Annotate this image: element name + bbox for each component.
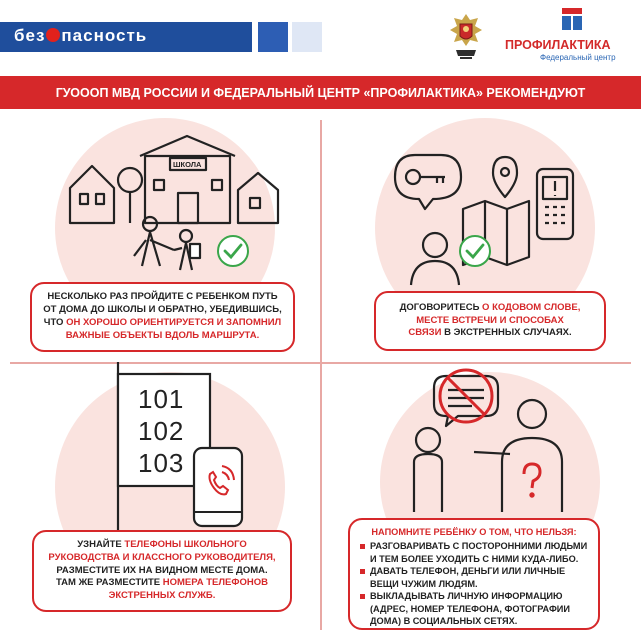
panel1-card — [30, 282, 295, 352]
no-talk-icon — [390, 362, 590, 522]
org-subtitle: Федеральный центр — [540, 53, 616, 62]
list-item: РАЗГОВАРИВАТЬ С ПОСТОРОННИМИ ЛЮДЬМИ И ТЕМ БОЛЕЕ УХОДИТЬ С НИМИ КУДА-ЛИБО. — [360, 540, 588, 565]
check-icon — [216, 234, 250, 268]
divider-vertical — [320, 120, 322, 630]
panel3-line: УЗНАЙТЕ ТЕЛЕФОНЫ ШКОЛЬНОГО — [77, 538, 247, 550]
panel2-card — [374, 291, 606, 351]
brand-bar — [0, 22, 252, 52]
brand-wordmark: без пасность — [14, 26, 148, 45]
emblem-icon — [448, 12, 484, 64]
panel1-line: НЕСКОЛЬКО РАЗ ПРОЙДИТЕ С РЕБЕНКОМ ПУТЬ — [47, 291, 278, 303]
list-item: ВЫКЛАДЫВАТЬ ЛИЧНУЮ ИНФОРМАЦИЮ (АДРЕС, НОМЕР ТЕЛЕФОНА, ФОТОГРАФИИ ДОМА) В СОЦИАЛЬНЫХ СЕТЯХ. — [360, 590, 588, 627]
panel1-line: ОТ ДОМА ДО ШКОЛЫ И ОБРАТНО, УБЕДИВШИСЬ, — [43, 304, 282, 316]
panel2-line: МЕСТЕ ВСТРЕЧИ И СПОСОБАХ — [416, 314, 564, 326]
emergency-number: 102 — [138, 416, 185, 446]
panel3-line: РУКОВОДСТВА И КЛАССНОГО РУКОВОДИТЕЛЯ, — [48, 551, 276, 563]
speech-key-icon — [385, 145, 585, 295]
panel3-card — [32, 530, 292, 612]
brand-square-light — [292, 22, 322, 52]
panel3-line: ТАМ ЖЕ РАЗМЕСТИТЕ НОМЕРА ТЕЛЕФОНОВ — [55, 577, 269, 589]
panel4-card — [348, 518, 600, 630]
list-item: ДАВАТЬ ТЕЛЕФОН, ДЕНЬГИ ИЛИ ЛИЧНЫЕ ВЕЩИ ЧУЖИМ ЛЮДЯМ. — [360, 565, 588, 590]
panel2-line: СВЯЗИ В ЭКСТРЕННЫХ СЛУЧАЯХ. — [408, 327, 572, 339]
panel4-heading: НАПОМНИТЕ РЕБЁНКУ О ТОМ, ЧТО НЕЛЬЗЯ: — [371, 527, 577, 537]
phone-call-icon — [192, 446, 244, 528]
panel3-line: ЭКСТРЕННЫХ СЛУЖБ. — [108, 590, 216, 602]
org-title: ПРОФИЛАКТИКА — [505, 38, 611, 52]
panel3-line: РАЗМЕСТИТЕ ИХ НА ВИДНОМ МЕСТЕ ДОМА. — [56, 564, 268, 576]
panel1-line: ЧТО ОН ХОРОШО ОРИЕНТИРУЕТСЯ И ЗАПОМНИЛ — [43, 317, 282, 328]
banner-title: ГУОООП МВД РОССИИ И ФЕДЕРАЛЬНЫЙ ЦЕНТР «ПРОФИЛАКТИКА» РЕКОМЕНДУЮТ — [55, 85, 586, 100]
panel1-line: ВАЖНЫЕ ОБЪЕКТЫ ВДОЛЬ МАРШРУТА. — [65, 329, 260, 341]
brand-square — [258, 22, 288, 52]
emergency-number: 103 — [138, 448, 185, 478]
panel2-line: ДОГОВОРИТЕСЬ О КОДОВОМ СЛОВЕ, — [399, 301, 581, 313]
profilaktika-logo-icon — [562, 8, 582, 30]
school-sign: ШКОЛА — [173, 160, 202, 169]
emergency-number: 101 — [138, 384, 185, 414]
check-icon — [458, 234, 492, 268]
title-banner — [0, 76, 641, 109]
